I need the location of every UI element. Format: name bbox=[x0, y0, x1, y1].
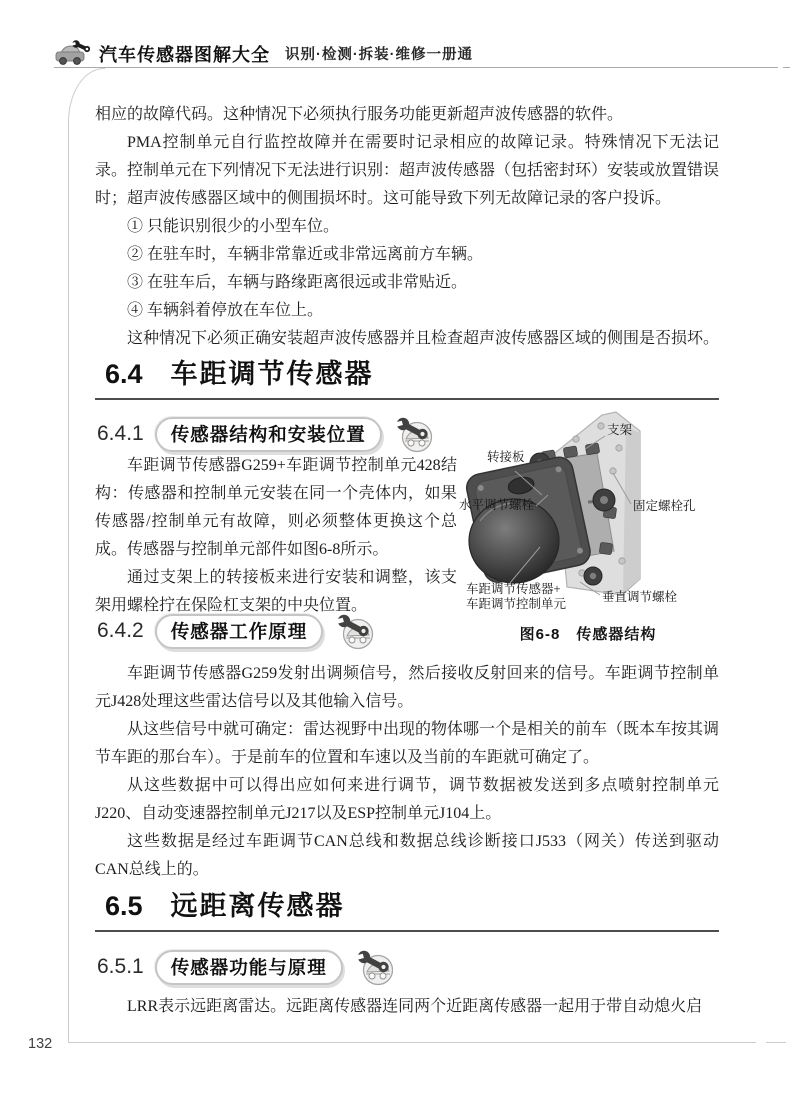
header-rule-dash bbox=[783, 67, 790, 68]
paragraph: PMA控制单元自行监控故障并在需要时记录相应的故障记录。特殊情况下无法记录。控制单元在下列情况下无法进行识别：超声波传感器（包括密封环）安装或放置错误时；超声波传感器区域中的侧围损坏时。这可能导致下列无故障记录的客户投诉。 bbox=[95, 134, 720, 207]
paragraph: 车距调节传感器G259+车距调节控制单元428结构：传感器和控制单元安装在同一个壳体内，如果传感器/控制单元有故障，则必须整体更换这个总成。传感器与控制单元部件如图6-8所示。 bbox=[95, 457, 457, 558]
section-6-4-2-text bbox=[95, 660, 719, 884]
subsection-number: 6.5.1 bbox=[97, 955, 144, 978]
subsection-heading-6-4-1 bbox=[97, 415, 435, 453]
fig-label-horizontal-bolt: 水平调节螺栓 bbox=[459, 498, 535, 512]
fig-label-sensor-line1: 车距调节传感器+ bbox=[466, 582, 561, 596]
section-heading-6-4 bbox=[95, 352, 719, 400]
fig-label-adapter-plate: 转接板 bbox=[487, 450, 525, 464]
list-item: ③ 在驻车后，车辆与路缘距离很远或非常贴近。 bbox=[127, 274, 468, 291]
section-rule bbox=[95, 398, 719, 400]
section-title: 远距离传感器 bbox=[170, 891, 345, 921]
book-title: 汽车传感器图解大全 bbox=[99, 44, 270, 65]
list-item: ① 只能识别很少的小型车位。 bbox=[127, 218, 340, 235]
page-header bbox=[54, 40, 473, 67]
wrench-car-badge-icon bbox=[393, 415, 435, 453]
paragraph: 相应的故障代码。这种情况下必须执行服务功能更新超声波传感器的软件。 bbox=[95, 106, 624, 123]
subsection-title-badge: 传感器功能与原理 bbox=[155, 950, 343, 985]
section-title: 车距调节传感器 bbox=[170, 359, 374, 389]
section-rule bbox=[95, 930, 719, 932]
frame-bottom-dash bbox=[766, 1042, 786, 1043]
subsection-number: 6.4.2 bbox=[97, 619, 144, 642]
paragraph: 通过支架上的转接板来进行安装和调整，该支架用螺栓拧在保险杠支架的中央位置。 bbox=[95, 569, 457, 614]
wrench-car-badge-icon bbox=[354, 948, 396, 986]
figure-6-8 bbox=[452, 403, 724, 655]
fig-label-bracket: 支架 bbox=[607, 423, 633, 437]
subsection-title-badge: 传感器工作原理 bbox=[155, 614, 324, 649]
fig-label-fixing-hole: 固定螺栓孔 bbox=[633, 499, 696, 513]
page-number: 132 bbox=[28, 1036, 53, 1052]
paragraph: LRR表示远距离雷达。远距离传感器连同两个近距离传感器一起用于带自动熄火启 bbox=[127, 998, 703, 1015]
subsection-heading-6-4-2 bbox=[97, 612, 376, 650]
list-item: ② 在驻车时，车辆非常靠近或非常远离前方车辆。 bbox=[127, 246, 484, 263]
section-6-5-1-text bbox=[95, 993, 719, 1021]
fig-label-sensor-line2: 车距调节控制单元 bbox=[466, 597, 567, 611]
paragraph: 这种情况下必须正确安装超声波传感器并且检查超声波传感器区域的侧围是否损坏。 bbox=[127, 330, 720, 347]
section-6-4-1-text bbox=[95, 452, 457, 620]
intro-block bbox=[95, 101, 719, 353]
figure-caption: 图6-8 传感器结构 bbox=[519, 626, 657, 643]
wrench-car-badge-icon bbox=[334, 612, 376, 650]
sensor-illustration bbox=[452, 403, 724, 655]
fig-label-vertical-bolt: 垂直调节螺栓 bbox=[602, 590, 678, 604]
paragraph: 这些数据是经过车距调节CAN总线和数据总线诊断接口J533（网关）传送到驱动CAN总线上的。 bbox=[95, 833, 719, 878]
frame-left-border bbox=[68, 120, 69, 1043]
book-subtitle: 识别·检测·拆装·维修一册通 bbox=[285, 47, 473, 63]
section-number: 6.5 bbox=[105, 891, 143, 921]
car-wrench-icon bbox=[54, 40, 90, 67]
paragraph: 从这些信号中就可确定：雷达视野中出现的物体哪一个是相关的前车（既本车按其调节车距的那台车）。于是前车的位置和车速以及当前的车距就可确定了。 bbox=[95, 721, 720, 766]
frame-bottom-border bbox=[68, 1042, 756, 1043]
subsection-number: 6.4.1 bbox=[97, 422, 144, 445]
section-number: 6.4 bbox=[105, 359, 143, 389]
paragraph: 车距调节传感器G259发射出调频信号，然后接收反射回来的信号。车距调节控制单元J428处理这些雷达信号以及其他输入信号。 bbox=[95, 665, 719, 710]
subsection-heading-6-5-1 bbox=[97, 948, 396, 986]
list-item: ④ 车辆斜着停放在车位上。 bbox=[127, 302, 324, 319]
section-heading-6-5 bbox=[95, 884, 719, 932]
subsection-title-badge: 传感器结构和安装位置 bbox=[155, 417, 382, 452]
paragraph: 从这些数据中可以得出应如何来进行调节，调节数据被发送到多点喷射控制单元J220、自动变速器控制单元J217以及ESP控制单元J104上。 bbox=[95, 777, 719, 822]
header-rule bbox=[54, 67, 778, 68]
